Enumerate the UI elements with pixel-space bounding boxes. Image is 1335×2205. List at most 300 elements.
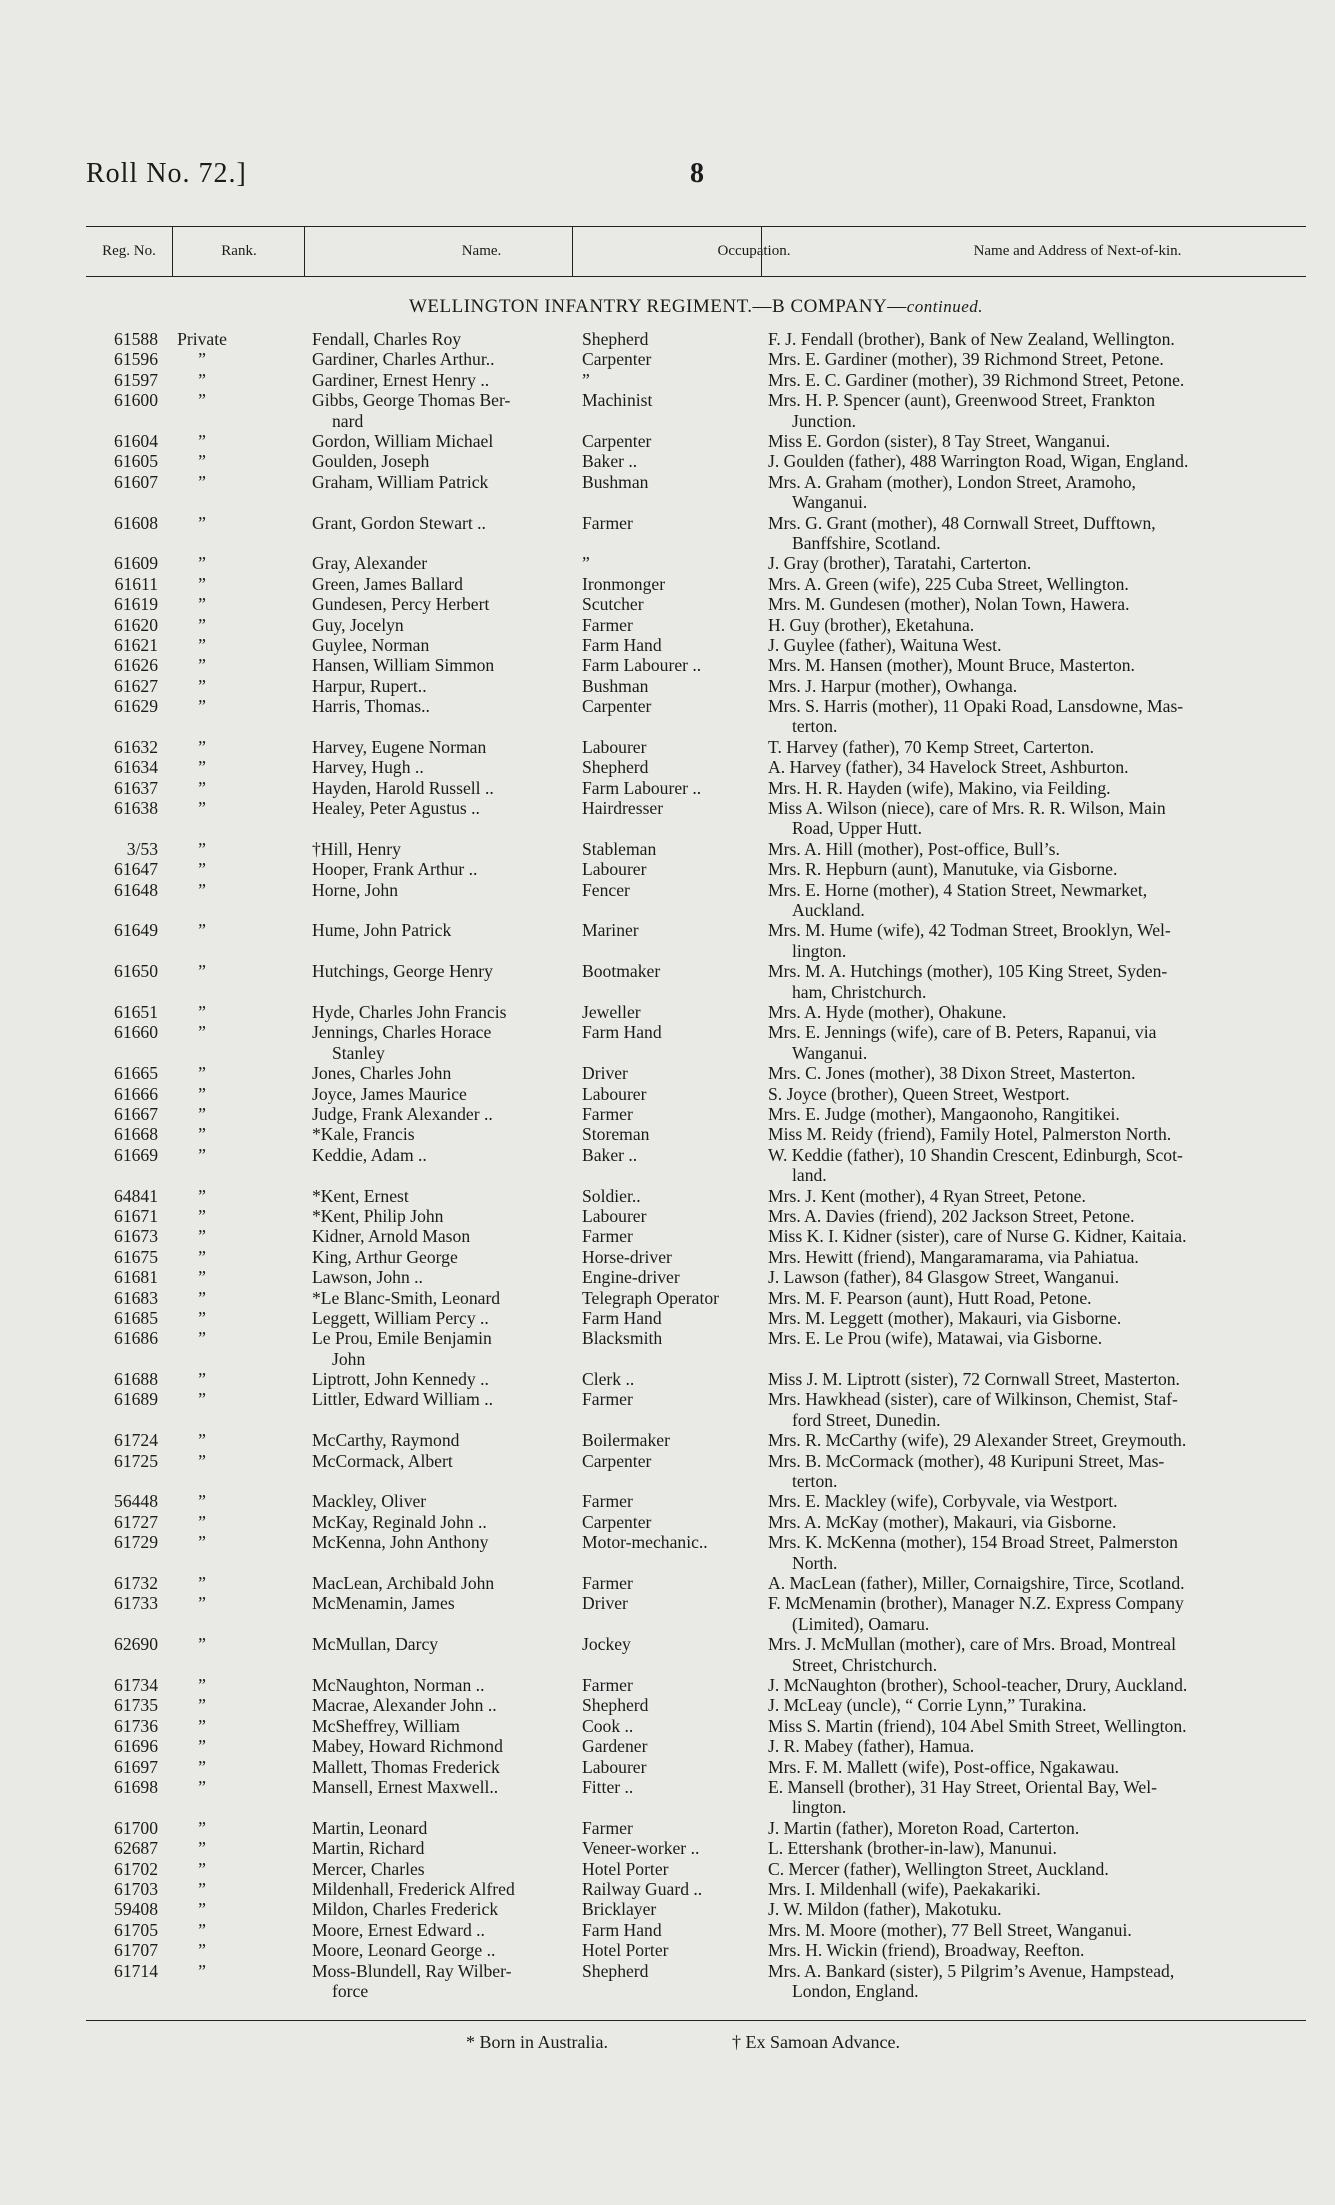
kin-line: Mrs. A. Hill (mother), Post-office, Bull’s.: [768, 838, 1060, 859]
kin-line: terton.: [792, 1471, 838, 1492]
kin-line: J. Lawson (father), 84 Glasgow Street, Wanganui.: [768, 1267, 1120, 1288]
occupation: Hotel Porter: [582, 1940, 669, 1961]
reg-number: 61685: [114, 1307, 158, 1328]
next-of-kin: [768, 370, 1316, 390]
rank: ”: [198, 757, 206, 778]
kin-line: Mrs. E. Judge (mother), Mangaonoho, Rangitikei.: [768, 1103, 1120, 1124]
table-row: [86, 1695, 1316, 1715]
kin-line: F. McMenamin (brother), Manager N.Z. Express Company: [768, 1593, 1184, 1614]
name-line: McKenna, John Anthony: [312, 1532, 489, 1553]
occupation: Carpenter: [582, 349, 652, 370]
rank-cell: [172, 1206, 262, 1226]
occupation: Stableman: [582, 838, 657, 859]
rank-cell: [172, 635, 262, 655]
table-row: [86, 1124, 1316, 1144]
table-row: [86, 1532, 1316, 1573]
rank: ”: [198, 1491, 206, 1512]
next-of-kin: [768, 1859, 1316, 1879]
rank-cell: [172, 1777, 262, 1797]
table-row: [86, 1267, 1316, 1287]
column-divider: [572, 226, 573, 276]
occupation: Jeweller: [582, 1002, 641, 1023]
name-line: Guylee, Norman: [312, 634, 430, 655]
reg-number: 61588: [114, 329, 158, 349]
next-of-kin: [768, 1940, 1316, 1960]
name-line: Judge, Frank Alexander ..: [312, 1103, 493, 1124]
occupation: Telegraph Operator: [582, 1287, 720, 1308]
rank: ”: [198, 1511, 206, 1532]
rank: ”: [198, 961, 206, 982]
rank-cell: [172, 1145, 262, 1165]
table-row: [86, 1022, 1316, 1063]
kin-line: S. Joyce (brother), Queen Street, Westport.: [768, 1083, 1070, 1104]
kin-line: land.: [792, 1165, 827, 1186]
table-row: [86, 1206, 1316, 1226]
rank-cell: [172, 920, 262, 940]
kin-line: Mrs. Hewitt (friend), Mangaramarama, via Pahiatua.: [768, 1246, 1139, 1267]
name-line: McSheffrey, William: [312, 1715, 460, 1736]
occupation: Ironmonger: [582, 573, 666, 594]
name-line: Martin, Leonard: [312, 1817, 428, 1838]
next-of-kin: [768, 798, 1316, 839]
table-row: [86, 1430, 1316, 1450]
next-of-kin: [768, 1777, 1316, 1818]
kin-line: Mrs. J. Harpur (mother), Owhanga.: [768, 675, 1018, 696]
occupation: Farm Hand: [582, 634, 662, 655]
rank: ”: [198, 1878, 206, 1899]
occupation: ”: [582, 553, 590, 574]
reg-number: 61607: [114, 471, 158, 492]
name-line: Gibbs, George Thomas Ber-: [312, 390, 511, 411]
next-of-kin: [768, 778, 1316, 798]
occupation: Farm Labourer ..: [582, 655, 702, 676]
kin-line: Mrs. M. F. Pearson (aunt), Hutt Road, Petone.: [768, 1287, 1092, 1308]
kin-line: Mrs. A. McKay (mother), Makauri, via Gisborne.: [768, 1511, 1117, 1532]
occupation: Bootmaker: [582, 961, 661, 982]
rank: Private: [177, 329, 227, 349]
col-name-header: Name.: [461, 243, 502, 259]
table-row: [86, 920, 1316, 961]
kin-line: Mrs. M. A. Hutchings (mother), 105 King Street, Syden-: [768, 961, 1168, 982]
kin-line: Miss S. Martin (friend), 104 Abel Smith Street, Wellington.: [768, 1715, 1187, 1736]
name-line: *Kale, Francis: [312, 1124, 415, 1145]
name-line: Mildenhall, Frederick Alfred: [312, 1878, 515, 1899]
reg-number: 61627: [114, 675, 158, 696]
kin-line: J. Goulden (father), 488 Warrington Road, Wigan, England.: [768, 451, 1189, 472]
rank-cell: [172, 1736, 262, 1756]
rank: ”: [198, 1124, 206, 1145]
next-of-kin: [768, 1308, 1316, 1328]
next-of-kin: [768, 1512, 1316, 1532]
rank-cell: [172, 1716, 262, 1736]
footnote-samoan-advance: † Ex Samoan Advance.: [732, 2032, 900, 2052]
table-row: [86, 1634, 1316, 1675]
kin-line: lington.: [792, 940, 847, 961]
table-row: [86, 1940, 1316, 1960]
occupation: Shepherd: [582, 1695, 649, 1716]
name-line: Harpur, Rupert..: [312, 675, 427, 696]
rank: ”: [198, 1634, 206, 1655]
table-row: [86, 1063, 1316, 1083]
next-of-kin: [768, 472, 1316, 513]
kin-line: T. Harvey (father), 70 Kemp Street, Carterton.: [768, 736, 1095, 757]
next-of-kin: [768, 349, 1316, 369]
name-line: Grant, Gordon Stewart ..: [312, 512, 486, 533]
rank: ”: [198, 696, 206, 717]
table-row: [86, 1369, 1316, 1389]
table-row: [86, 1879, 1316, 1899]
name-line: Gardiner, Charles Arthur..: [312, 349, 495, 370]
next-of-kin: [768, 513, 1316, 554]
reg-number: 59408: [114, 1899, 158, 1920]
occupation: Farmer: [582, 1389, 633, 1410]
table-row: [86, 1491, 1316, 1511]
reg-number: 61689: [114, 1389, 158, 1410]
rank-cell: [172, 553, 262, 573]
name-line: Mackley, Oliver: [312, 1491, 427, 1512]
rank: ”: [198, 1756, 206, 1777]
rank-cell: [172, 1124, 262, 1144]
table-row: [86, 1899, 1316, 1919]
next-of-kin: [768, 1695, 1316, 1715]
rank: ”: [198, 1287, 206, 1308]
page-header: [86, 158, 1306, 198]
rank-cell: [172, 1532, 262, 1552]
rank-cell: [172, 349, 262, 369]
kin-line: Miss A. Wilson (niece), care of Mrs. R. R. Wilson, Main: [768, 798, 1166, 819]
name-line: Healey, Peter Agustus ..: [312, 798, 480, 819]
reg-number: 61729: [114, 1532, 158, 1553]
rank-cell: [172, 1247, 262, 1267]
rank-cell: [172, 1226, 262, 1246]
column-divider: [761, 226, 762, 276]
reg-number: 61734: [114, 1675, 158, 1696]
name-line: †Hill, Henry: [312, 838, 401, 859]
table-row: [86, 1002, 1316, 1022]
occupation: Soldier..: [582, 1185, 641, 1206]
kin-line: Mrs. E. Mackley (wife), Corbyvale, via Westport.: [768, 1491, 1118, 1512]
rank-cell: [172, 880, 262, 900]
reg-number: 61611: [114, 573, 158, 594]
name-line: Harvey, Eugene Norman: [312, 736, 487, 757]
kin-line: Mrs. E. C. Gardiner (mother), 39 Richmond Street, Petone.: [768, 369, 1185, 390]
rank-cell: [172, 1063, 262, 1083]
reg-number: 61666: [114, 1083, 158, 1104]
kin-line: Mrs. E. Horne (mother), 4 Station Street, Newmarket,: [768, 879, 1148, 900]
occupation: Motor-mechanic..: [582, 1532, 708, 1553]
kin-line: Mrs. G. Grant (mother), 48 Cornwall Street, Dufftown,: [768, 512, 1156, 533]
rank-cell: [172, 1879, 262, 1899]
next-of-kin: [768, 1369, 1316, 1389]
kin-line: Mrs. R. McCarthy (wife), 29 Alexander Street, Greymouth.: [768, 1430, 1187, 1451]
rank-cell: [172, 1757, 262, 1777]
occupation: Carpenter: [582, 430, 652, 451]
next-of-kin: [768, 1124, 1316, 1144]
name-line: Gordon, William Michael: [312, 430, 494, 451]
rank-cell: [172, 1389, 262, 1409]
reg-number: 61698: [114, 1776, 158, 1797]
rank: ”: [198, 1103, 206, 1124]
kin-line: Wanganui.: [792, 1042, 868, 1063]
name-line: Gardiner, Ernest Henry ..: [312, 369, 490, 390]
name-line: McNaughton, Norman ..: [312, 1675, 485, 1696]
next-of-kin: [768, 1757, 1316, 1777]
rank: ”: [198, 1307, 206, 1328]
rank: ”: [198, 512, 206, 533]
rank: ”: [198, 1919, 206, 1940]
table-row: [86, 390, 1316, 431]
occupation: Bushman: [582, 675, 649, 696]
rank-cell: [172, 1288, 262, 1308]
rank-cell: [172, 1022, 262, 1042]
name-line: Jones, Charles John: [312, 1063, 452, 1084]
occupation: Shepherd: [582, 1960, 649, 1981]
kin-line: J. Guylee (father), Waituna West.: [768, 634, 1002, 655]
next-of-kin: [768, 1573, 1316, 1593]
reg-number: 61696: [114, 1736, 158, 1757]
rank: ”: [198, 1389, 206, 1410]
kin-line: J. McNaughton (brother), School-teacher, Drury, Auckland.: [768, 1675, 1188, 1696]
name-line: Le Prou, Emile Benjamin: [312, 1328, 492, 1349]
rank-cell: [172, 1451, 262, 1471]
name-line: Fendall, Charles Roy: [312, 329, 462, 349]
table-row: [86, 1573, 1316, 1593]
occupation: Farmer: [582, 1817, 633, 1838]
next-of-kin: [768, 594, 1316, 614]
table-row: [86, 431, 1316, 451]
rank: ”: [198, 430, 206, 451]
reg-number: 61619: [114, 594, 158, 615]
reg-number: 61702: [114, 1858, 158, 1879]
reg-number: 61673: [114, 1226, 158, 1247]
name-line: Hooper, Frank Arthur ..: [312, 859, 478, 880]
page-number: 8: [690, 158, 704, 189]
table-row: [86, 859, 1316, 879]
next-of-kin: [768, 696, 1316, 737]
kin-line: Wanganui.: [792, 492, 868, 513]
reg-number: 61637: [114, 777, 158, 798]
occupation: Farmer: [582, 1491, 633, 1512]
reg-number: 61605: [114, 451, 158, 472]
kin-line: (Limited), Oamaru.: [792, 1613, 930, 1634]
rank-cell: [172, 1328, 262, 1348]
table-row: [86, 594, 1316, 614]
next-of-kin: [768, 676, 1316, 696]
name-line: Liptrott, John Kennedy ..: [312, 1369, 489, 1390]
kin-line: Mrs. F. M. Mallett (wife), Post-office, Ngakawau.: [768, 1756, 1120, 1777]
kin-line: H. Guy (brother), Eketahuna.: [768, 614, 975, 635]
rank: ”: [198, 1226, 206, 1247]
rank: ”: [198, 1328, 206, 1349]
reg-number: 61714: [114, 1960, 158, 1981]
rank-cell: [172, 859, 262, 879]
rank-cell: [172, 1512, 262, 1532]
rank: ”: [198, 390, 206, 411]
rank-cell: [172, 513, 262, 533]
kin-line: Mrs. S. Harris (mother), 11 Opaki Road, Lansdowne, Mas-: [768, 696, 1184, 717]
rank-cell: [172, 1002, 262, 1022]
occupation: Farmer: [582, 1573, 633, 1594]
next-of-kin: [768, 390, 1316, 431]
occupation: Driver: [582, 1593, 628, 1614]
rank: ”: [198, 553, 206, 574]
table-row: [86, 1716, 1316, 1736]
next-of-kin: [768, 1247, 1316, 1267]
next-of-kin: [768, 757, 1316, 777]
occupation: Farm Hand: [582, 1919, 662, 1940]
rank: ”: [198, 777, 206, 798]
name-line: Hayden, Harold Russell ..: [312, 777, 494, 798]
next-of-kin: [768, 1022, 1316, 1063]
name-line: McCormack, Albert: [312, 1450, 453, 1471]
occupation: Bricklayer: [582, 1899, 657, 1920]
rank-cell: [172, 370, 262, 390]
name-line: Joyce, James Maurice: [312, 1083, 467, 1104]
rank-cell: [172, 778, 262, 798]
name-line: Gundesen, Percy Herbert: [312, 594, 490, 615]
rank-cell: [172, 1920, 262, 1940]
reg-number: 61620: [114, 614, 158, 635]
table-row: [86, 676, 1316, 696]
next-of-kin: [768, 431, 1316, 451]
table-row: [86, 1920, 1316, 1940]
next-of-kin: [768, 961, 1316, 1002]
name-line: Mildon, Charles Frederick: [312, 1899, 499, 1920]
reg-number: 62690: [114, 1634, 158, 1655]
rank: ”: [198, 1185, 206, 1206]
kin-line: Mrs. B. McCormack (mother), 48 Kuripuni Street, Mas-: [768, 1450, 1165, 1471]
next-of-kin: [768, 1451, 1316, 1492]
rank: ”: [198, 1675, 206, 1696]
occupation: Engine-driver: [582, 1267, 680, 1288]
name-line: Hyde, Charles John Francis: [312, 1002, 507, 1023]
occupation: Shepherd: [582, 757, 649, 778]
occupation: Carpenter: [582, 696, 652, 717]
rank: ”: [198, 1083, 206, 1104]
name-line: King, Arthur George: [312, 1246, 458, 1267]
name-line: McMullan, Darcy: [312, 1634, 439, 1655]
next-of-kin: [768, 1899, 1316, 1919]
name-line: Macrae, Alexander John ..: [312, 1695, 497, 1716]
occupation: Gardener: [582, 1736, 648, 1757]
name-line: Keddie, Adam ..: [312, 1144, 427, 1165]
kin-line: Road, Upper Hutt.: [792, 818, 922, 839]
next-of-kin: [768, 1634, 1316, 1675]
rank: ”: [198, 594, 206, 615]
reg-number: 61600: [114, 390, 158, 411]
reg-number: 61703: [114, 1878, 158, 1899]
reg-number: 61668: [114, 1124, 158, 1145]
table-row: [86, 1859, 1316, 1879]
kin-line: Mrs. I. Mildenhall (wife), Paekakariki.: [768, 1878, 1041, 1899]
table-row: [86, 1084, 1316, 1104]
section-title-main: WELLINGTON INFANTRY REGIMENT.—B COMPANY—: [408, 296, 907, 317]
occupation: Hairdresser: [582, 798, 664, 819]
rank-cell: [172, 1634, 262, 1654]
name-line: Moore, Ernest Edward ..: [312, 1919, 485, 1940]
next-of-kin: [768, 574, 1316, 594]
name-line: Harris, Thomas..: [312, 696, 430, 717]
rank-cell: [172, 431, 262, 451]
occupation: Jockey: [582, 1634, 631, 1655]
table-row: [86, 655, 1316, 675]
name-line: John: [332, 1348, 366, 1369]
col-occupation-header: Occupation.: [717, 243, 791, 259]
kin-line: J. McLeay (uncle), “ Corrie Lynn,” Turakina.: [768, 1695, 1087, 1716]
next-of-kin: [768, 1838, 1316, 1858]
next-of-kin: [768, 451, 1316, 471]
kin-line: Mrs. A. Bankard (sister), 5 Pilgrim’s Avenue, Hampstead,: [768, 1960, 1175, 1981]
kin-line: lington.: [792, 1797, 847, 1818]
rank-cell: [172, 676, 262, 696]
table-bottom-rule: [86, 2020, 1306, 2021]
rank: ”: [198, 1002, 206, 1023]
table-row: [86, 370, 1316, 390]
next-of-kin: [768, 1186, 1316, 1206]
occupation: Shepherd: [582, 329, 649, 349]
table-row: [86, 1226, 1316, 1246]
name-line: *Le Blanc-Smith, Leonard: [312, 1287, 501, 1308]
kin-line: A. Harvey (father), 34 Havelock Street, Ashburton.: [768, 757, 1129, 778]
next-of-kin: [768, 1736, 1316, 1756]
occupation: Railway Guard ..: [582, 1878, 703, 1899]
reg-number: 56448: [114, 1491, 158, 1512]
occupation: Labourer: [582, 1205, 647, 1226]
name-line: Goulden, Joseph: [312, 451, 430, 472]
name-line: Green, James Ballard: [312, 573, 463, 594]
kin-line: L. Ettershank (brother-in-law), Manunui.: [768, 1838, 1057, 1859]
rank: ”: [198, 1022, 206, 1043]
rank-cell: [172, 1186, 262, 1206]
occupation: Mariner: [582, 920, 639, 941]
kin-line: Mrs. A. Graham (mother), London Street, Aramoho,: [768, 471, 1136, 492]
kin-line: Junction.: [792, 410, 857, 431]
reg-number: 61707: [114, 1940, 158, 1961]
next-of-kin: [768, 737, 1316, 757]
reg-number: 61596: [114, 349, 158, 370]
kin-line: Mrs. E. Le Prou (wife), Matawai, via Gisborne.: [768, 1328, 1103, 1349]
rank: ”: [198, 859, 206, 880]
name-line: nard: [332, 410, 364, 431]
kin-line: terton.: [792, 716, 838, 737]
table-row: [86, 615, 1316, 635]
kin-line: J. Martin (father), Moreton Road, Carterton.: [768, 1817, 1080, 1838]
rank-cell: [172, 1267, 262, 1287]
rank: ”: [198, 1695, 206, 1716]
rank: ”: [198, 655, 206, 676]
kin-line: Mrs. E. Jennings (wife), care of B. Peters, Rapanui, via: [768, 1022, 1157, 1043]
occupation: Fencer: [582, 879, 630, 900]
occupation: Labourer: [582, 1083, 647, 1104]
rank: ”: [198, 1430, 206, 1451]
rank: ”: [198, 1899, 206, 1920]
rank: ”: [198, 1573, 206, 1594]
rank-cell: [172, 1899, 262, 1919]
kin-line: Mrs. M. Moore (mother), 77 Bell Street, Wanganui.: [768, 1919, 1132, 1940]
name-line: MacLean, Archibald John: [312, 1573, 495, 1594]
name-line: Hume, John Patrick: [312, 920, 452, 941]
name-line: Littler, Edward William ..: [312, 1389, 493, 1410]
table-row: [86, 1451, 1316, 1492]
table-row: [86, 1104, 1316, 1124]
reg-number: 61621: [114, 634, 158, 655]
occupation: Farm Hand: [582, 1022, 662, 1043]
rank-cell: [172, 1369, 262, 1389]
occupation: Driver: [582, 1063, 628, 1084]
rank-cell: [172, 472, 262, 492]
reg-number: 61665: [114, 1063, 158, 1084]
kin-line: Mrs. A. Green (wife), 225 Cuba Street, Wellington.: [768, 573, 1129, 594]
